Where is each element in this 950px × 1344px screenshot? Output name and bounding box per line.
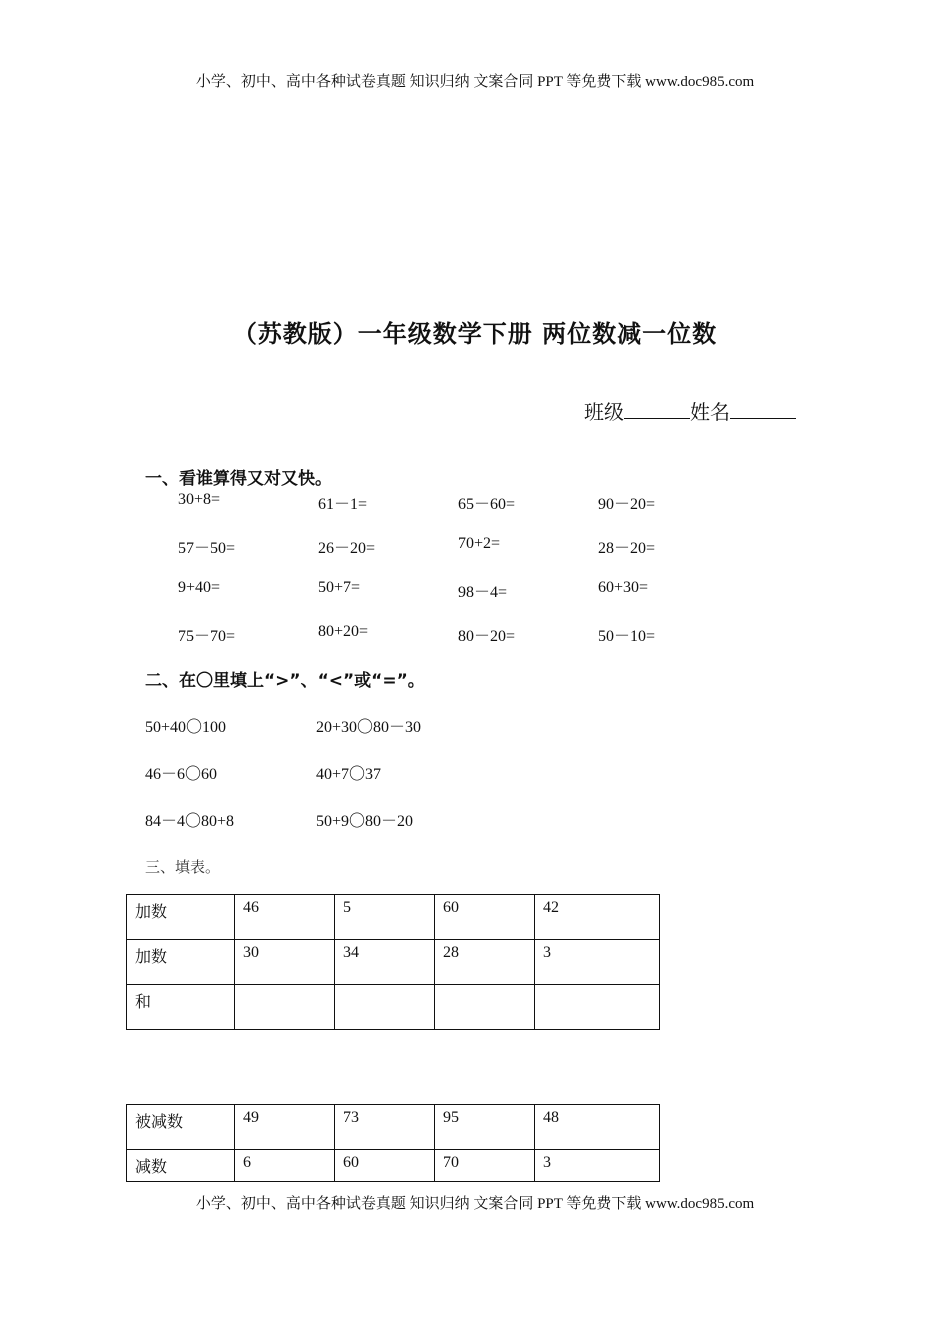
value-cell: 49 [235,1105,335,1150]
calc-problem: 50－10= [598,628,656,645]
value-cell: 3 [535,940,660,985]
calc-problem: 61－1= [318,496,368,513]
page-header: 小学、初中、高中各种试卷真题 知识归纳 文案合同 PPT 等免费下载 www.doc985.com [195,74,755,90]
value-cell: 42 [535,895,660,940]
calc-problem: 90－20= [598,496,656,513]
calc-problem: 75－70= [178,628,236,645]
calc-problem: 65－60= [458,496,516,513]
row-label-cell: 和 [127,985,235,1030]
class-label: 班级 [584,400,624,424]
row-label-cell: 被减数 [127,1105,235,1150]
addition-table [126,894,660,1030]
value-cell[interactable] [435,985,535,1030]
table-row [127,1105,660,1150]
table-row [127,940,660,985]
calc-problem: 80－20= [458,628,516,645]
row-label-cell: 加数 [127,895,235,940]
page-footer: 小学、初中、高中各种试卷真题 知识归纳 文案合同 PPT 等免费下载 www.doc985.com [195,1196,755,1212]
calc-problem: 60+30= [598,579,649,596]
name-label: 姓名 [690,400,730,424]
value-cell: 3 [535,1150,660,1182]
page-title: （苏教版）一年级数学下册 两位数减一位数 [232,320,718,348]
value-cell[interactable] [335,985,435,1030]
calc-problem: 57－50= [178,540,236,557]
calc-problem: 9+40= [178,579,221,596]
compare-problem: 50+9〇80－20 [316,813,414,830]
value-cell: 60 [435,895,535,940]
value-cell: 30 [235,940,335,985]
value-cell: 46 [235,895,335,940]
value-cell: 34 [335,940,435,985]
calc-problem: 98－4= [458,584,508,601]
value-cell[interactable] [235,985,335,1030]
value-cell: 60 [335,1150,435,1182]
subtraction-table [126,1104,660,1182]
compare-problem: 50+40〇100 [145,719,227,736]
value-cell: 73 [335,1105,435,1150]
value-cell: 70 [435,1150,535,1182]
calc-problem: 70+2= [458,535,501,552]
calc-problem: 30+8= [178,491,221,508]
value-cell[interactable] [535,985,660,1030]
compare-problem: 84－4〇80+8 [145,813,235,830]
value-cell: 5 [335,895,435,940]
class-blank[interactable] [624,400,690,419]
section1-heading: 一、看谁算得又对又快。 [145,469,332,489]
section3-heading: 三、填表。 [145,858,221,876]
value-cell: 95 [435,1105,535,1150]
compare-problem: 46－6〇60 [145,766,218,783]
calc-problem: 28－20= [598,540,656,557]
calc-problem: 26－20= [318,540,376,557]
value-cell: 6 [235,1150,335,1182]
row-label-cell: 加数 [127,940,235,985]
compare-problem: 20+30〇80－30 [316,719,422,736]
calc-problem: 80+20= [318,623,369,640]
calc-problem: 50+7= [318,579,361,596]
section2-heading: 二、在〇里填上“>”、“<”或“=”。 [145,671,425,691]
value-cell: 28 [435,940,535,985]
table-row [127,985,660,1030]
name-blank[interactable] [730,400,796,419]
table-row [127,895,660,940]
table-row [127,1150,660,1182]
compare-problem: 40+7〇37 [316,766,382,783]
student-info [584,396,796,425]
value-cell: 48 [535,1105,660,1150]
row-label-cell: 减数 [127,1150,235,1182]
